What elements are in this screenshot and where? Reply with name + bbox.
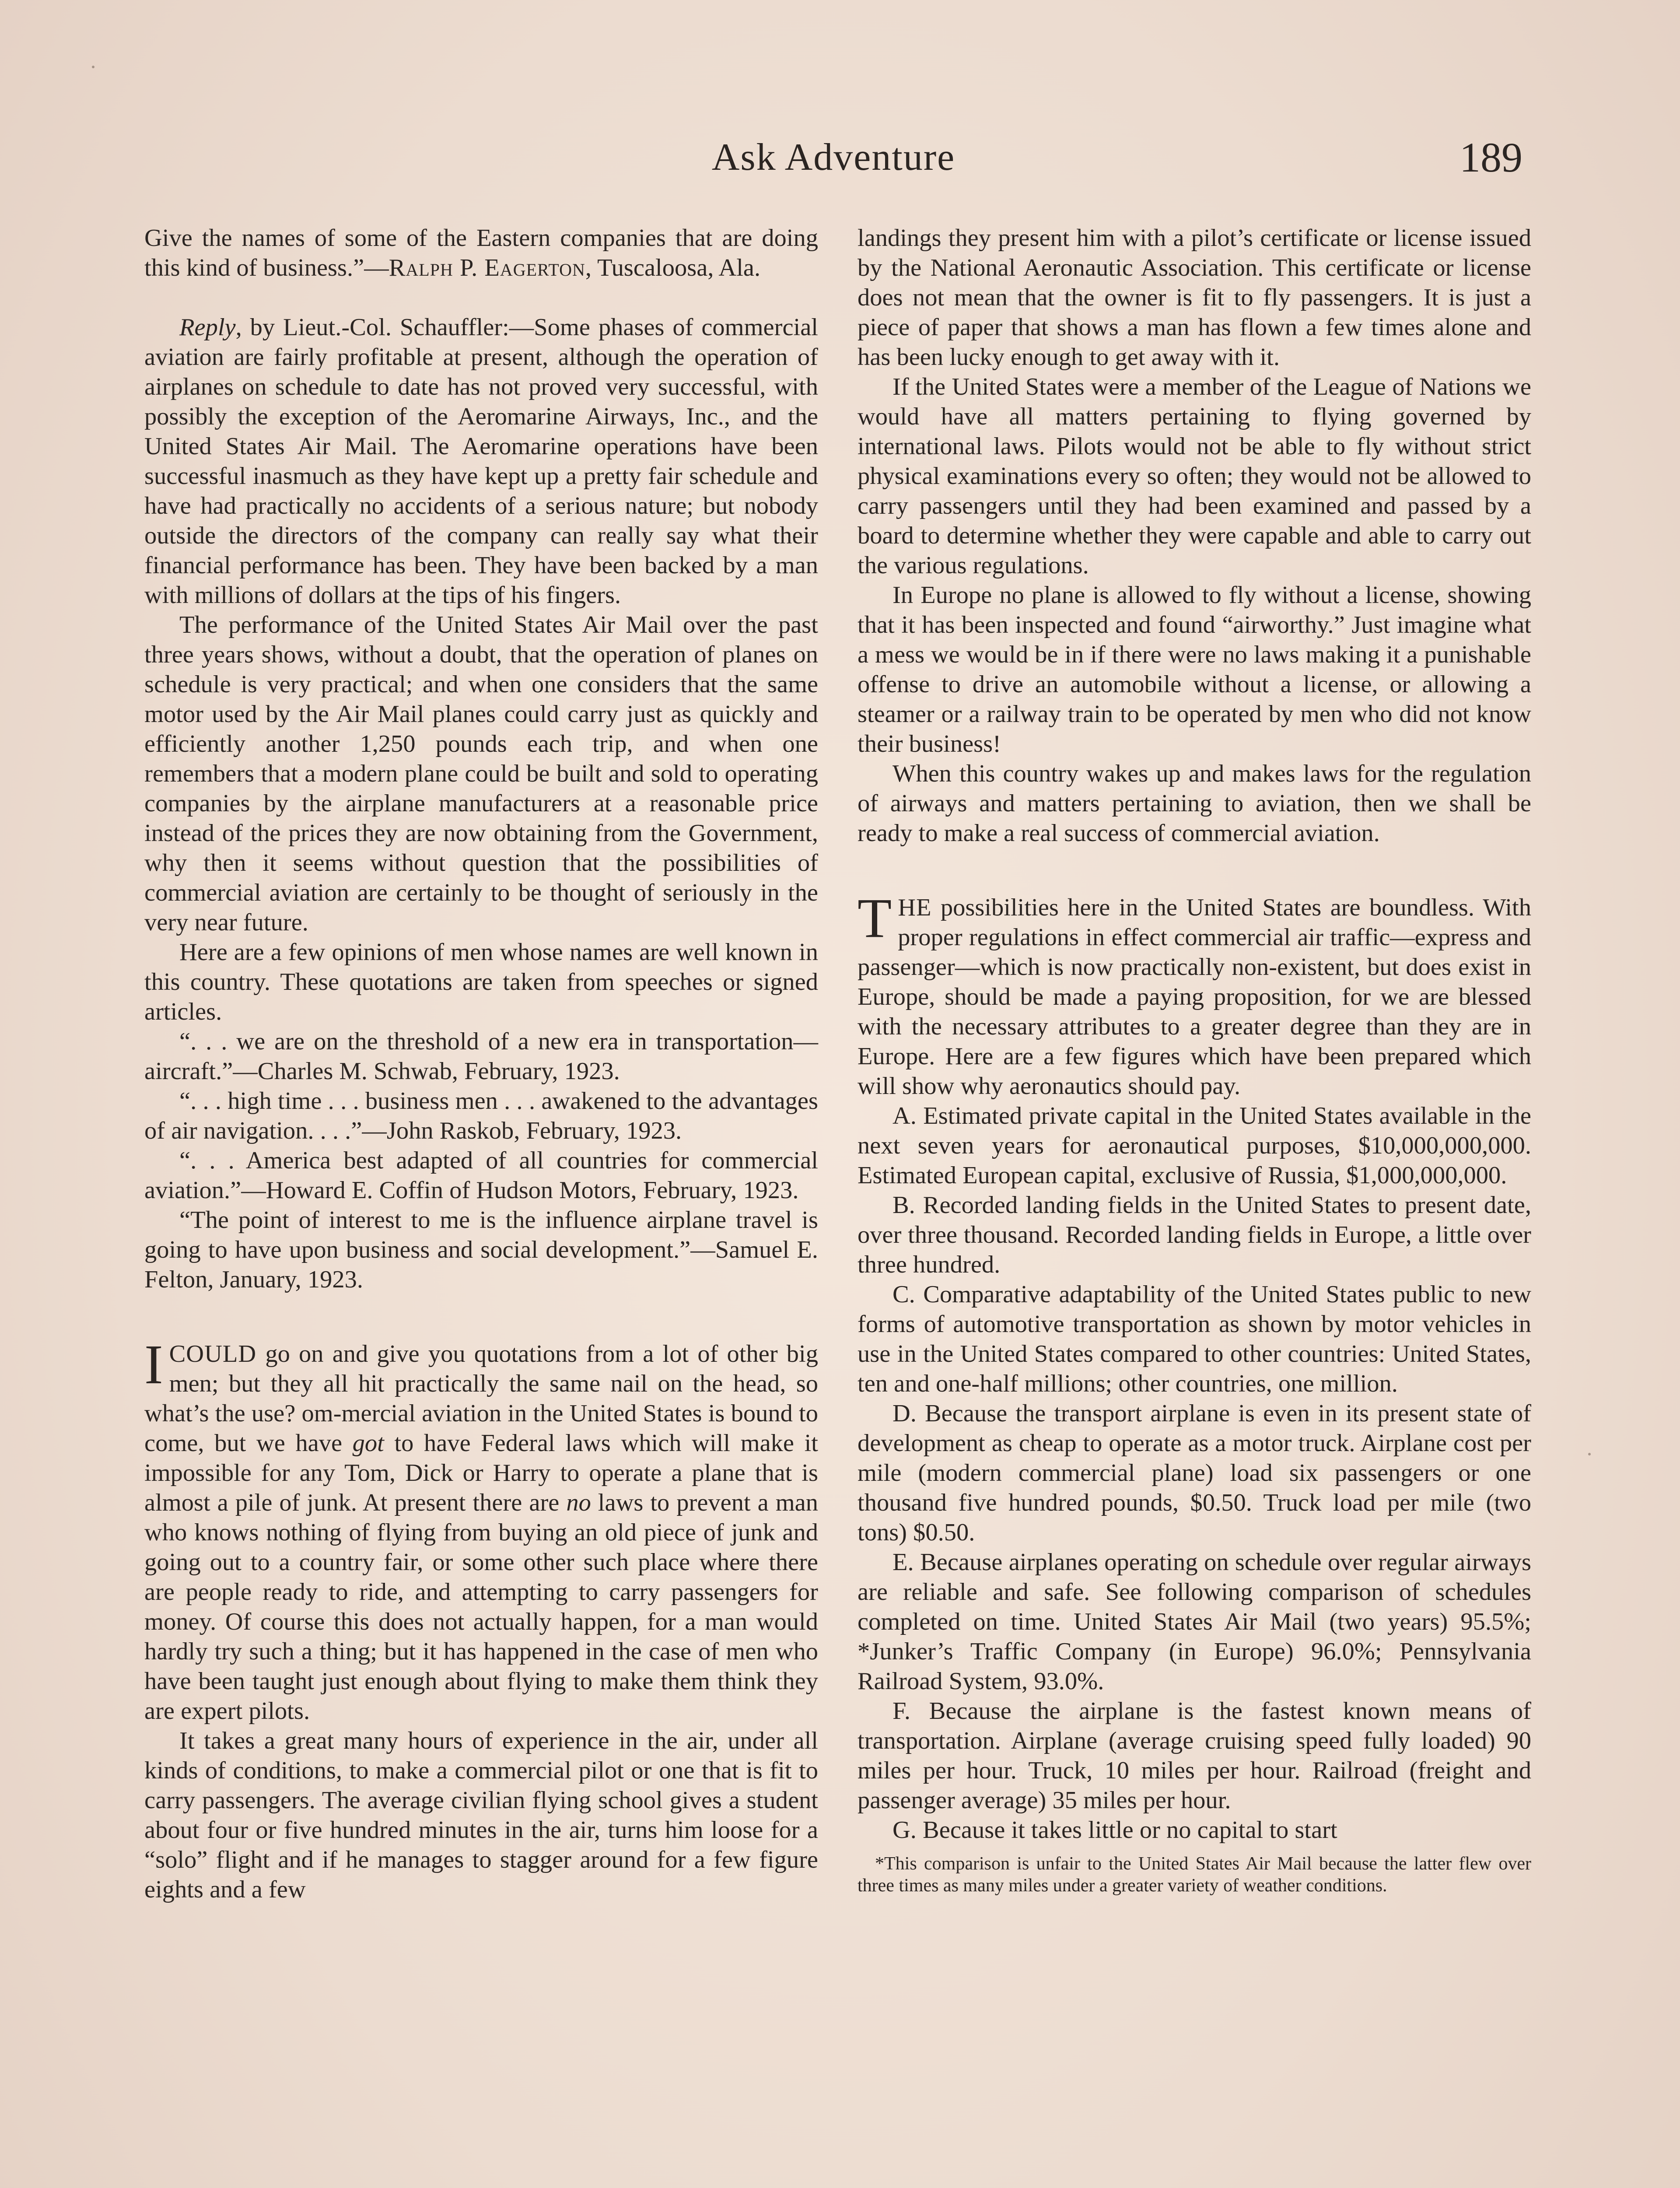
item-d: D. Because the transport airplane is even in its present state of development as cheap to operate as a motor truck. Airplane cost per mile (modern commercial plane) load six passengers or one thousand five hundred pounds, $0.50. Truck load per mile (two tons) $0.50. bbox=[858, 1400, 1531, 1546]
item-b: B. Recorded landing fields in the United States to present date, over three thousand. Recorded landing fields in Europe, a little over three hundred. bbox=[858, 1192, 1531, 1278]
league-paragraph: If the United States were a member of the League of Nations we would have all matters pertaining to flying governed by international laws. Pilots would not be able to fly without strict physical examinations every so often; they would not be allowed to carry passengers until they had been examined and passed by a board to determine whether they were capable and able to carry out the various regulations. bbox=[858, 373, 1531, 579]
item-e: E. Because airplanes operating on schedule over regular airways are reliable and safe. See following comparison of schedules completed on time. United States Air Mail (two years) 95.5%; *Junker’s Traffic Company (in Europe) 96.0%; Pennsylvania Railroad System, 93.0%. bbox=[858, 1549, 1531, 1695]
footnote-text: *This comparison is unfair to the United States Air Mail because the latter flew over three times as many miles under a greater variety of weather conditions. bbox=[858, 1854, 1531, 1896]
dropcap-i: I bbox=[144, 1333, 163, 1396]
item-f: F. Because the airplane is the fastest known means of transportation. Airplane (average cruising speed fully loaded) 90 miles per hour. Truck, 10 miles per hour. Railroad (freight and passenger average) 35 miles per hour. bbox=[858, 1697, 1531, 1814]
page-number: 189 bbox=[1460, 134, 1522, 181]
landings-paragraph: landings they present him with a pilot’s certificate or license issued by the National Aeronautic Association. This certificate or license does not mean that the owner is fit to fly passengers. It is just a piece of paper that shows a man has flown a few times alone and has been lucky enough to get away with it. bbox=[858, 224, 1531, 371]
reply-label: Reply bbox=[179, 314, 236, 341]
item-g: G. Because it takes little or no capital to start bbox=[892, 1816, 1337, 1844]
question-end-text: Give the names of some of the Eastern companies that are doing this kind of business.”— bbox=[144, 224, 818, 281]
reply-paragraph bbox=[144, 312, 818, 610]
quote-coffin: “. . . America best adapted of all countries for commercial aviation.”—Howard E. Coffin of Hudson Motors, February, 1923. bbox=[144, 1147, 818, 1204]
page-header bbox=[144, 127, 1522, 188]
could-emphasis-got: got bbox=[352, 1430, 384, 1457]
quote-felton: “The point of interest to me is the influence airplane travel is going to have upon business and social development.”—Samuel E. Felton, January, 1923. bbox=[144, 1206, 818, 1293]
wakes-paragraph: When this country wakes up and makes laws for the regulation of airways and matters pertaining to aviation, then we shall be ready to make a real success of commercial aviation. bbox=[858, 760, 1531, 847]
paper-speck bbox=[92, 66, 94, 68]
opinions-paragraph: Here are a few opinions of men whose names are well known in this country. These quotations are taken from speeches or signed articles. bbox=[144, 939, 818, 1025]
could-smallcaps: COULD bbox=[169, 1340, 257, 1368]
running-title: Ask Adventure bbox=[711, 136, 956, 179]
left-column bbox=[144, 223, 818, 1904]
quote-raskob: “. . . high time . . . business men . . . awakened to the advantages of air navigation. . . .”—John Raskob, February, 1923. bbox=[144, 1087, 818, 1144]
possibilities-text: possibilities here in the United States are boundless. With proper regulations in effect commercial air traffic—express and passenger—which is now practically non-existent, but does exist in Europe, should be made a paying proposition, for we are blessed with the necessary attributes to a greater degree than they are in Europe. Here are a few figures which have been prepared which will show why aeronautics should pay. bbox=[858, 894, 1531, 1100]
could-paragraph bbox=[144, 1333, 818, 1726]
dropcap-t: T bbox=[858, 887, 892, 949]
question-ending bbox=[144, 223, 818, 283]
item-c: C. Comparative adaptability of the United States public to new forms of automotive transportation as shown by motor vehicles in use in the United States compared to other countries: United States, ten and one-half millions; other countries, one million. bbox=[858, 1281, 1531, 1397]
item-a: A. Estimated private capital in the United States available in the next seven years for aeronautical purposes, $10,000,000,000. Estimated European capital, exclusive of Russia, $1,000,000,000. bbox=[858, 1102, 1531, 1189]
reply-intro-text: , by Lieut.-Col. Schauffler:—Some phases of commercial aviation are fairly profitable at present, although the operation of airplanes on schedule to date has not proved very successful, with possibly the exception of the Aeromarine Airways, Inc., and the United States Air Mail. The Aeromarine operations have been successful inasmuch as they have kept up a pretty fair schedule and have had practically no accidents of a serious nature; but nobody outside the directors of the company can really say what their financial performance has been. They have been backed by a man with millions of dollars at the tips of his fingers. bbox=[144, 314, 818, 609]
possibilities-smallcaps: HE bbox=[898, 894, 932, 921]
right-column bbox=[858, 223, 1531, 1897]
performance-paragraph: The performance of the United States Air Mail over the past three years shows, without a doubt, that the operation of planes on schedule is very practical; and when one considers that the same motor used by the Air Mail planes could carry just as quickly and efficiently another 1,250 pounds each trip, and when one remembers that a modern plane could be built and sold to operating companies by the airplane manufacturers at a reasonable price instead of the prices they are now obtaining from the Government, why then it seems without question that the possibilities of commercial aviation are certainly to be thought of seriously in the very near future. bbox=[144, 611, 818, 936]
could-text-1: go on and give you quotations from a lot of other big men; but they all hit practically the same nail on the head, so what’s the use? bbox=[144, 1340, 818, 1427]
possibilities-paragraph bbox=[858, 887, 1531, 1101]
europe-paragraph: In Europe no plane is allowed to fly without a license, showing that it has been inspected and found “airworthy.” Just imagine what a mess we would be in if there were no laws making it a punishable offense to drive an automobile without a license, or allowing a steamer or a railway train to be operated by men who did not know their business! bbox=[858, 582, 1531, 757]
question-signature-place: , Tuscaloosa, Ala. bbox=[585, 254, 761, 281]
could-text-2: to have Federal laws which will make it impossible for any Tom, Dick or Harry to operate a plane that is almost a pile of junk. At present there are bbox=[144, 1430, 818, 1516]
footnote bbox=[858, 1853, 1531, 1897]
paper-speck bbox=[1588, 1453, 1591, 1455]
could-text-1b: om-mercial aviation in the United States is bound to come, but we have bbox=[144, 1400, 818, 1457]
could-emphasis-no: no bbox=[566, 1489, 591, 1516]
quote-schwab: “. . . we are on the threshold of a new era in transportation—aircraft.”—Charles M. Schwab, February, 1923. bbox=[144, 1028, 818, 1085]
question-signature-name: Ralph P. Eagerton bbox=[388, 254, 585, 281]
could-text-3: laws to prevent a man who knows nothing of flying from buying an old piece of junk and going out to a country fair, or some other such place where there are people ready to ride, and attempting to carry passengers for money. Of course this does not actually happen, for a man would hardly try such a thing; but it has happened in the case of men who have been taught just enough about flying to make them think they are expert pilots. bbox=[144, 1489, 818, 1725]
hours-paragraph: It takes a great many hours of experience in the air, under all kinds of conditions, to make a commercial pilot or one that is fit to carry passengers. The average civilian flying school gives a student about four or five hundred minutes in the air, turns him loose for a “solo” flight and if he manages to stagger around for a few figure eights and a few bbox=[144, 1727, 818, 1903]
